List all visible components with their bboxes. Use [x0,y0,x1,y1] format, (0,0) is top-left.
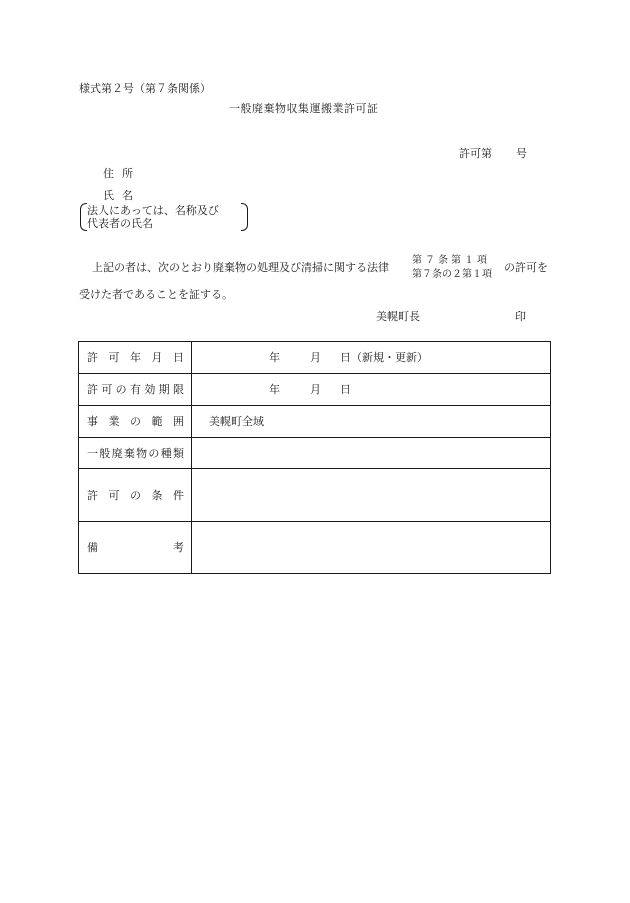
table-row [79,438,551,469]
business-area-value: 美幌町全域 [209,415,264,428]
year-unit: 年 [269,351,280,364]
label-char: の [115,383,127,396]
row-label [79,352,191,363]
document-title: 一般廃棄物収集運搬業許可証 [229,102,379,115]
label-char: 限 [172,383,184,396]
name-label: 氏名 [103,189,141,202]
row-value-cell[interactable] [192,469,551,522]
permit-details-table [78,341,551,574]
label-char: 許 [87,383,98,396]
year-unit: 年 [269,383,280,396]
label-char: の [130,488,141,502]
label-char: 期 [158,383,170,396]
certification-text-line2: 受けた者であることを証する。 [79,288,233,301]
corporate-note-line2: 代表者の氏名 [87,217,153,230]
label-char: 件 [173,488,184,502]
corporate-note-line1: 法人にあっては、名称及び [87,204,219,217]
table-row [79,522,551,574]
row-label-cell [79,374,192,406]
permit-number-prefix: 許可第 [459,147,492,160]
row-value-cell[interactable] [192,406,551,438]
mayor-title: 美幌町長 [376,310,420,323]
label-char: の [148,446,160,460]
label-char: 許 [87,488,98,502]
row-label-cell [79,438,192,469]
left-bracket [80,203,87,231]
table-row [79,406,551,438]
table-row [79,469,551,522]
label-char: 考 [173,541,184,554]
label-char: 効 [144,383,156,396]
label-char: 種 [160,446,172,460]
row-label-cell [79,406,192,438]
row-label-cell [79,342,192,374]
month-unit: 月 [310,383,321,396]
row-value-cell[interactable] [192,342,551,374]
law-option-2: 第７条の２第１項 [412,269,492,280]
label-char: 物 [136,446,148,460]
table-row [79,374,551,406]
label-char: の [130,415,141,428]
label-char: 般 [99,446,111,460]
label-char: 可 [108,488,120,502]
expiry-date-value [192,384,550,395]
label-char: 許 [87,351,98,364]
label-char: 業 [108,415,120,428]
label-char: 事 [87,415,98,428]
label-char: 可 [101,383,113,396]
label-char: 一 [87,446,98,460]
row-label [79,490,191,501]
row-label [79,542,191,553]
label-char: 類 [172,446,184,460]
day-unit: 日 [340,383,351,396]
certification-text-after: の許可を [504,261,548,274]
label-char: 条 [151,488,163,502]
label-char: 月 [151,351,163,364]
row-label-cell [79,469,192,522]
label-char: 範 [151,415,163,428]
row-label [79,448,191,459]
day-unit: 日（新規・更新） [340,351,428,364]
form-number-label: 様式第２号（第７条関係） [79,82,211,95]
label-char: 年 [130,351,141,364]
row-value-cell[interactable] [192,438,551,469]
right-bracket [241,203,248,231]
label-char: 有 [129,383,141,396]
seal-mark: 印 [515,310,526,323]
row-value-cell[interactable] [192,522,551,574]
law-option-1: 第７条第１項 [412,255,490,266]
permit-number-suffix: 号 [516,147,527,160]
certification-text-line1: 上記の者は、次のとおり廃棄物の処理及び清掃に関する法律 [92,261,389,274]
table-row [79,342,551,374]
label-char: 可 [108,351,120,364]
row-label [79,416,191,427]
permit-number [459,148,527,159]
address-label: 住所 [103,167,141,180]
permit-date-value [192,352,550,363]
month-unit: 月 [310,351,321,364]
row-value-cell[interactable] [192,374,551,406]
label-char: 備 [87,541,98,554]
row-label [79,384,191,395]
label-char: 棄 [123,446,135,460]
label-char: 日 [173,351,184,364]
label-char: 囲 [173,415,184,428]
row-label-cell [79,522,192,574]
label-char: 廃 [111,446,123,460]
